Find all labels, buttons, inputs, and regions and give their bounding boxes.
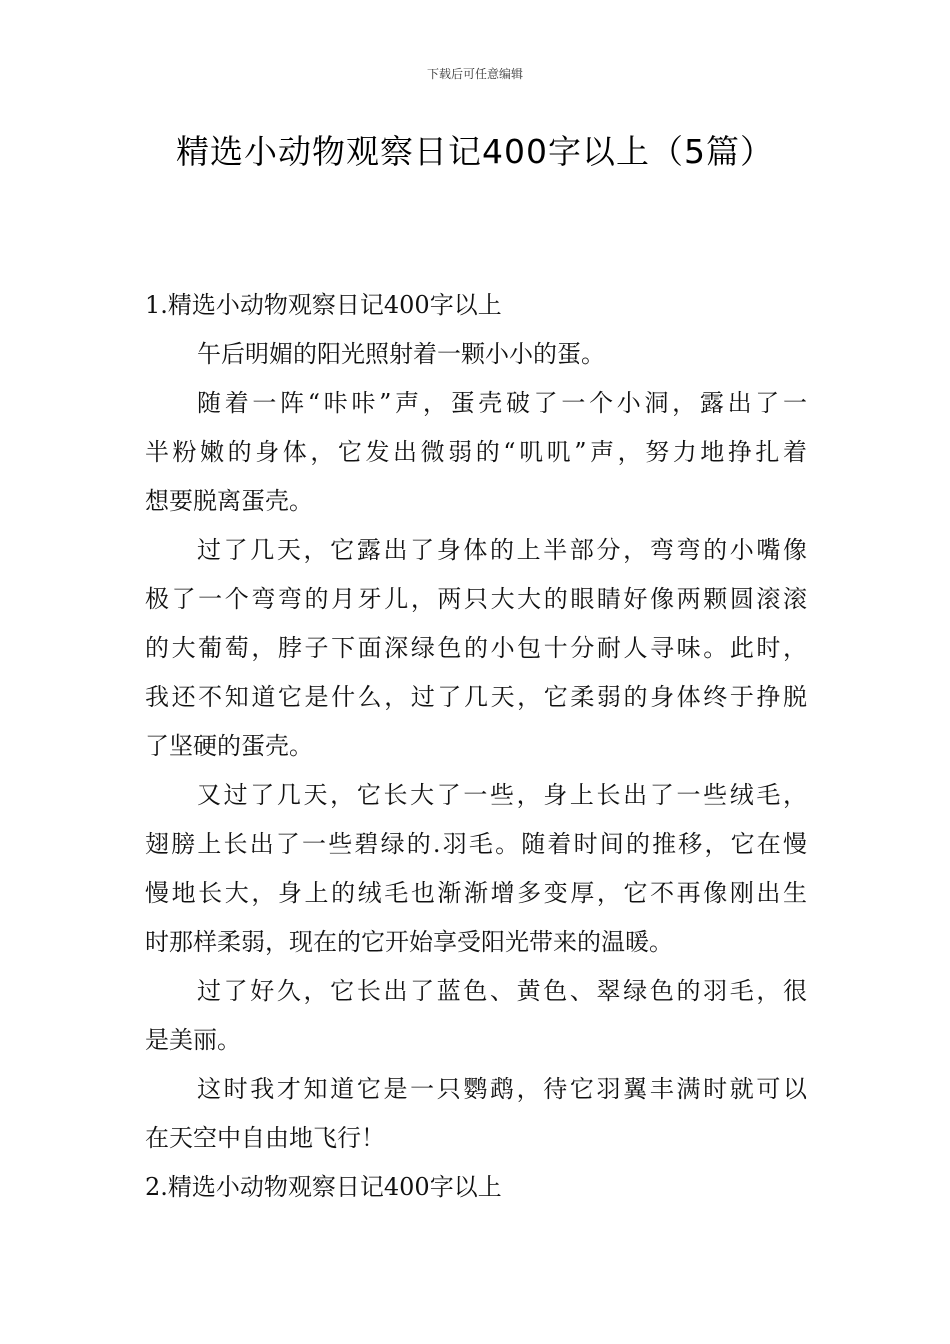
text-line: 了坚硬的蛋壳。 <box>145 732 313 760</box>
paragraph <box>145 526 807 771</box>
text-line: 想要脱离蛋壳。 <box>145 487 313 515</box>
text-line: 午后明媚的阳光照射着一颗小小的蛋。 <box>197 340 605 368</box>
section-heading: 2.精选小动物观察日记400字以上 <box>145 1173 502 1201</box>
text-line: 过了好久，它长出了蓝色、黄色、翠绿色的羽毛，很 <box>197 977 807 1005</box>
section-heading: 1.精选小动物观察日记400字以上 <box>145 291 502 319</box>
text-line: 的大葡萄，脖子下面深绿色的小包十分耐人寻味。此时， <box>145 634 807 662</box>
text-line: 是美丽。 <box>145 1026 241 1054</box>
text-line: 我还不知道它是什么，过了几天，它柔弱的身体终于挣脱 <box>145 683 807 711</box>
text-line: 随着一阵“咔咔”声，蛋壳破了一个小洞，露出了一 <box>197 389 807 417</box>
document-body <box>145 281 807 1212</box>
paragraph <box>145 1065 807 1163</box>
text-line: 半粉嫩的身体，它发出微弱的“叽叽”声，努力地挣扎着 <box>145 438 807 466</box>
text-line: 在天空中自由地飞行！ <box>145 1124 385 1152</box>
text-line: 慢地长大，身上的绒毛也渐渐增多变厚，它不再像刚出生 <box>145 879 807 907</box>
text-line: 又过了几天，它长大了一些，身上长出了一些绒毛， <box>197 781 807 809</box>
header-note: 下载后可任意编辑 <box>426 67 523 81</box>
text-line: 这时我才知道它是一只鹦鹉，待它羽翼丰满时就可以 <box>197 1075 807 1103</box>
paragraph <box>145 967 807 1065</box>
paragraph <box>145 330 807 379</box>
text-line: 过了几天，它露出了身体的上半部分，弯弯的小嘴像 <box>197 536 807 564</box>
text-line: 极了一个弯弯的月牙儿，两只大大的眼睛好像两颗圆滚滚 <box>145 585 807 613</box>
text-line: 翅膀上长出了一些碧绿的.羽毛。随着时间的推移，它在慢 <box>145 830 807 858</box>
paragraph <box>145 379 807 526</box>
document-title: 精选小动物观察日记400字以上（5篇） <box>176 132 774 171</box>
text-line: 时那样柔弱，现在的它开始享受阳光带来的温暖。 <box>145 928 673 956</box>
paragraph <box>145 771 807 967</box>
